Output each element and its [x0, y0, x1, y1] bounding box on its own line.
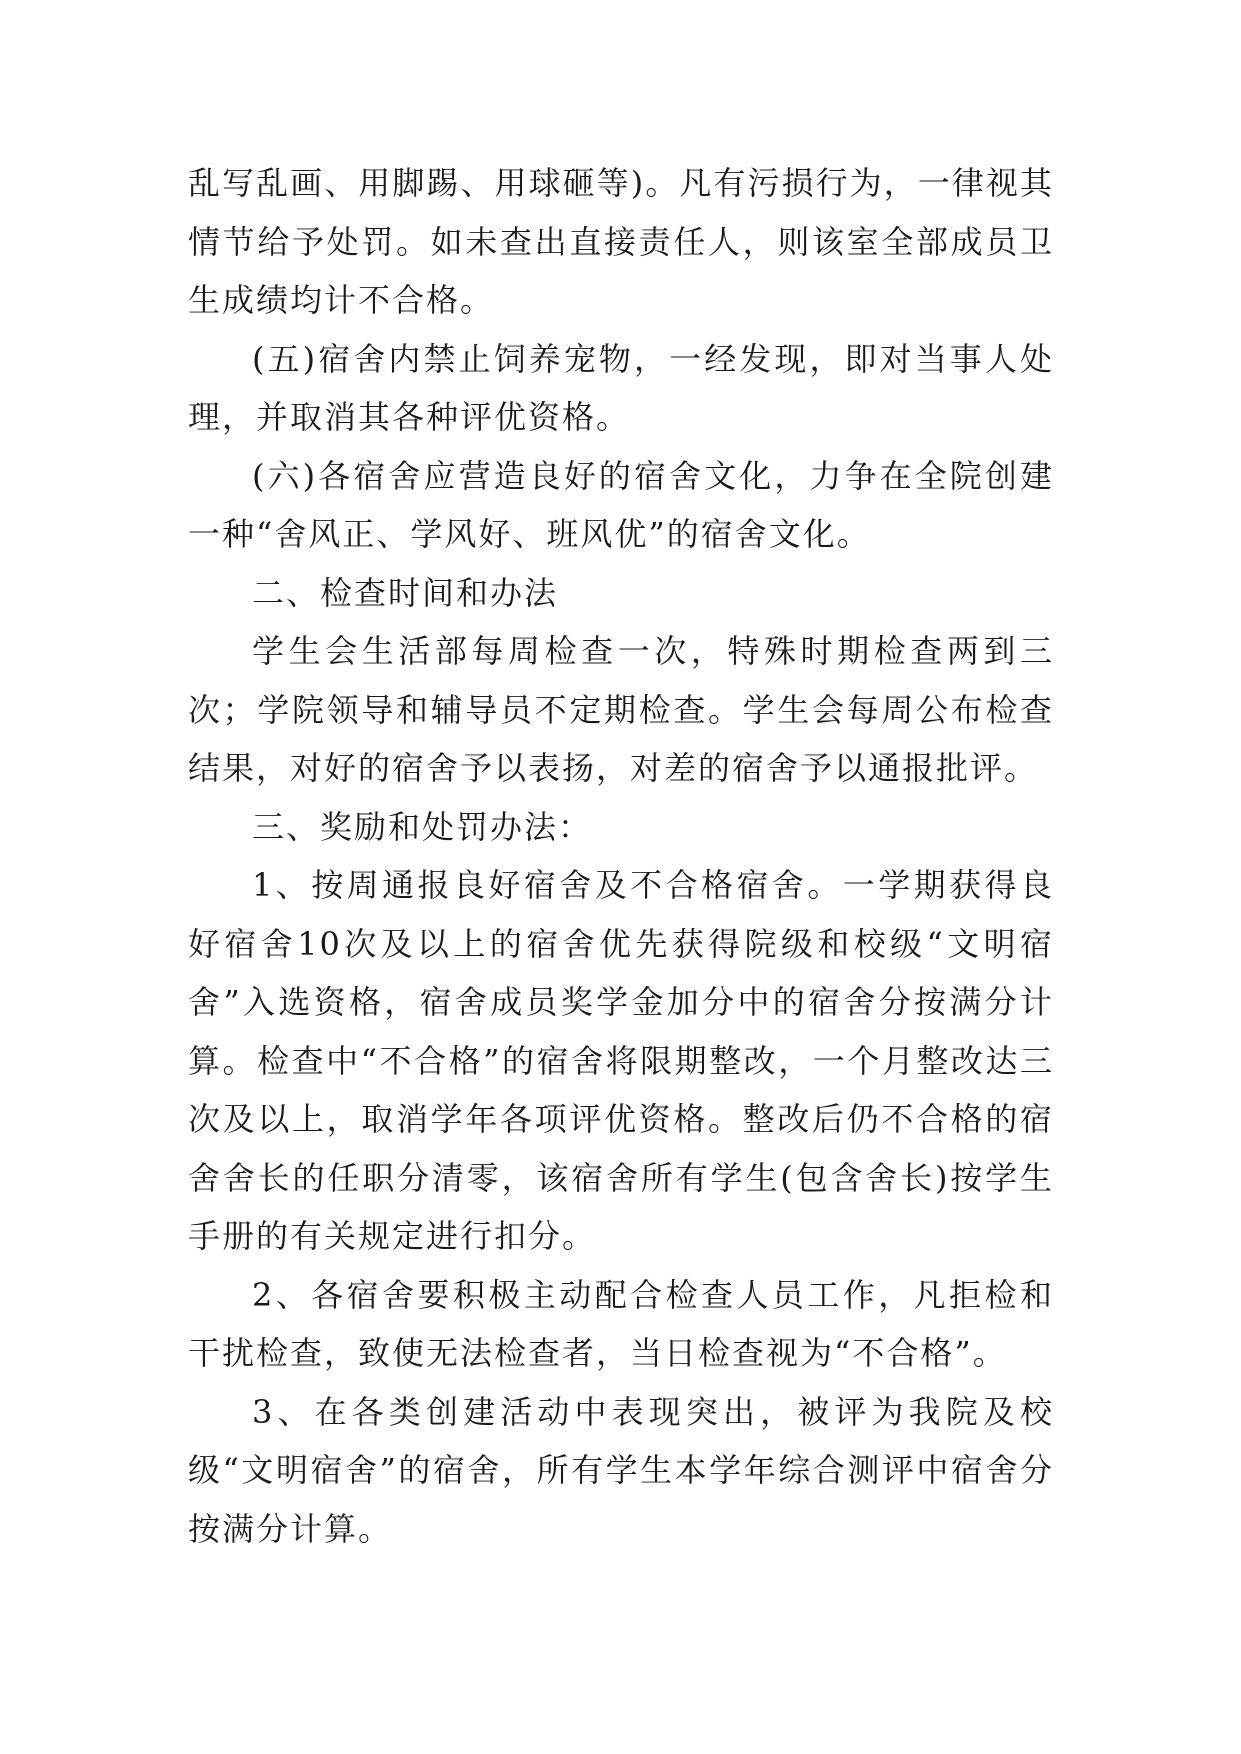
paragraph-item-5: (五)宿舍内禁止饲养宠物，一经发现，即对当事人处理，并取消其各种评优资格。	[188, 339, 1054, 436]
document-body	[188, 154, 1054, 1558]
paragraph-rule-3: 3、在各类创建活动中表现突出，被评为我院及校级“文明宿舍”的宿舍，所有学生本学年综合测评中宿舍分按满分计算。	[188, 1392, 1054, 1548]
paragraph-inspection: 学生会生活部每周检查一次，特殊时期检查两到三次；学院领导和辅导员不定期检查。学生会每周公布检查结果，对好的宿舍予以表扬，对差的宿舍予以通报批评。	[188, 632, 1054, 787]
paragraph-rule-2: 2、各宿舍要积极主动配合检查人员工作，凡拒检和干扰检查，致使无法检查者，当日检查视为“不合格”。	[188, 1275, 1054, 1372]
section-heading-3: 三、奖励和处罚办法：	[252, 807, 593, 846]
paragraph-rule-1: 1、按周通报良好宿舍及不合格宿舍。一学期获得良好宿舍10次及以上的宿舍优先获得院级和校级“文明宿舍”入选资格，宿舍成员奖学金加分中的宿舍分按满分计算。检查中“不合格”的宿舍将限期整改，一个月整改达三次及以上，取消学年各项评优资格。整改后仍不合格的宿舍舍长的任职分清零，该宿舍所有学生(包含舍长)按学生手册的有关规定进行扣分。	[188, 866, 1054, 1255]
section-heading-2: 二、检查时间和办法	[252, 573, 559, 612]
paragraph-continuation: 乱写乱画、用脚踢、用球砸等)。凡有污损行为，一律视其情节给予处罚。如未查出直接责任人，则该室全部成员卫生成绩均计不合格。	[188, 164, 1054, 319]
paragraph-item-6: (六)各宿舍应营造良好的宿舍文化，力争在全院创建一种“舍风正、学风好、班风优”的宿舍文化。	[188, 456, 1054, 553]
